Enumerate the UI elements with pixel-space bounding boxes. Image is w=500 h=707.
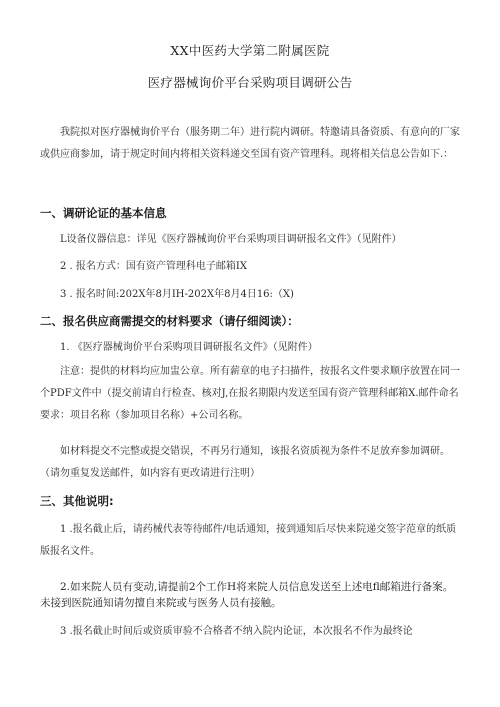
section1-heading: 一、调研论证的基本信息 (40, 206, 167, 220)
section3-item-2: 2.如来院人员有变动,请提前2个工作H将来院人员信息发送至上述电fl邮箱进行备案。未接到医院通知请勿擅自来院或与医务人员有接触。 (40, 581, 454, 609)
section3-item-1: 1 .报名截止后，请药械代表等待邮件/电话通知，接到通知后尽快来院递交签字范章的纸质版报名文件。 (40, 524, 457, 557)
section3-heading: 三、其他说明: (40, 494, 114, 508)
section1-item-3: 3 . 报名时间:202X年8月IH-202X年8月4日16:（X) (60, 289, 294, 300)
hospital-name: XX中医药大学第二附属医院 (170, 43, 330, 58)
section1-item-2: 2 . 报名方式：国有资产管理科电子邮箱IX (60, 261, 247, 272)
section2-warning: 如材料提交不完整或提交错误，不再另行通知，该报名资质视为条件不足放弃参加调研。（请勿重复发送邮件，如内容有更改请进行注明） (40, 446, 450, 479)
section2-heading: 二、报名供应商需提交的材料要求（请仔细阅读）： (40, 314, 299, 328)
section2-note: 注意：提供的材料均应加盅公章。所有薪章的电子扫描件，按报名文件要求顺序放置在同一个PDF文件中（提交前请自行检查、核对J,在报名期限内发送至国有资产管理科邮箱X.邮件命名要求：项目名称（参加项目名称）+公司名称。 (40, 366, 460, 421)
section2-item-1: 1. 《医疗器械询价平台采购项目调研报名文件》（见附件） (60, 342, 318, 353)
intro-paragraph: 我院拟对医疗器械询价平台（服务期二年）进行院内调研。特邀请具备资质、有意向的厂家或供应商参加，请于规定时间内将相关资料递交至国有资产管理科。现将相关信息公告如下.： (40, 127, 460, 160)
section1-item-1: L设备仪器信息：详见《医疗器械询价平台采购项目调研报名文件》（见附件） (60, 234, 402, 245)
section3-item-3: 3 .报名截止时间后或资质审验不合格者不纳入院内论证，本次报名不作为最终论 (60, 626, 413, 637)
announcement-title: 医疗器械询价平台采购项目调研公告 (147, 75, 353, 90)
